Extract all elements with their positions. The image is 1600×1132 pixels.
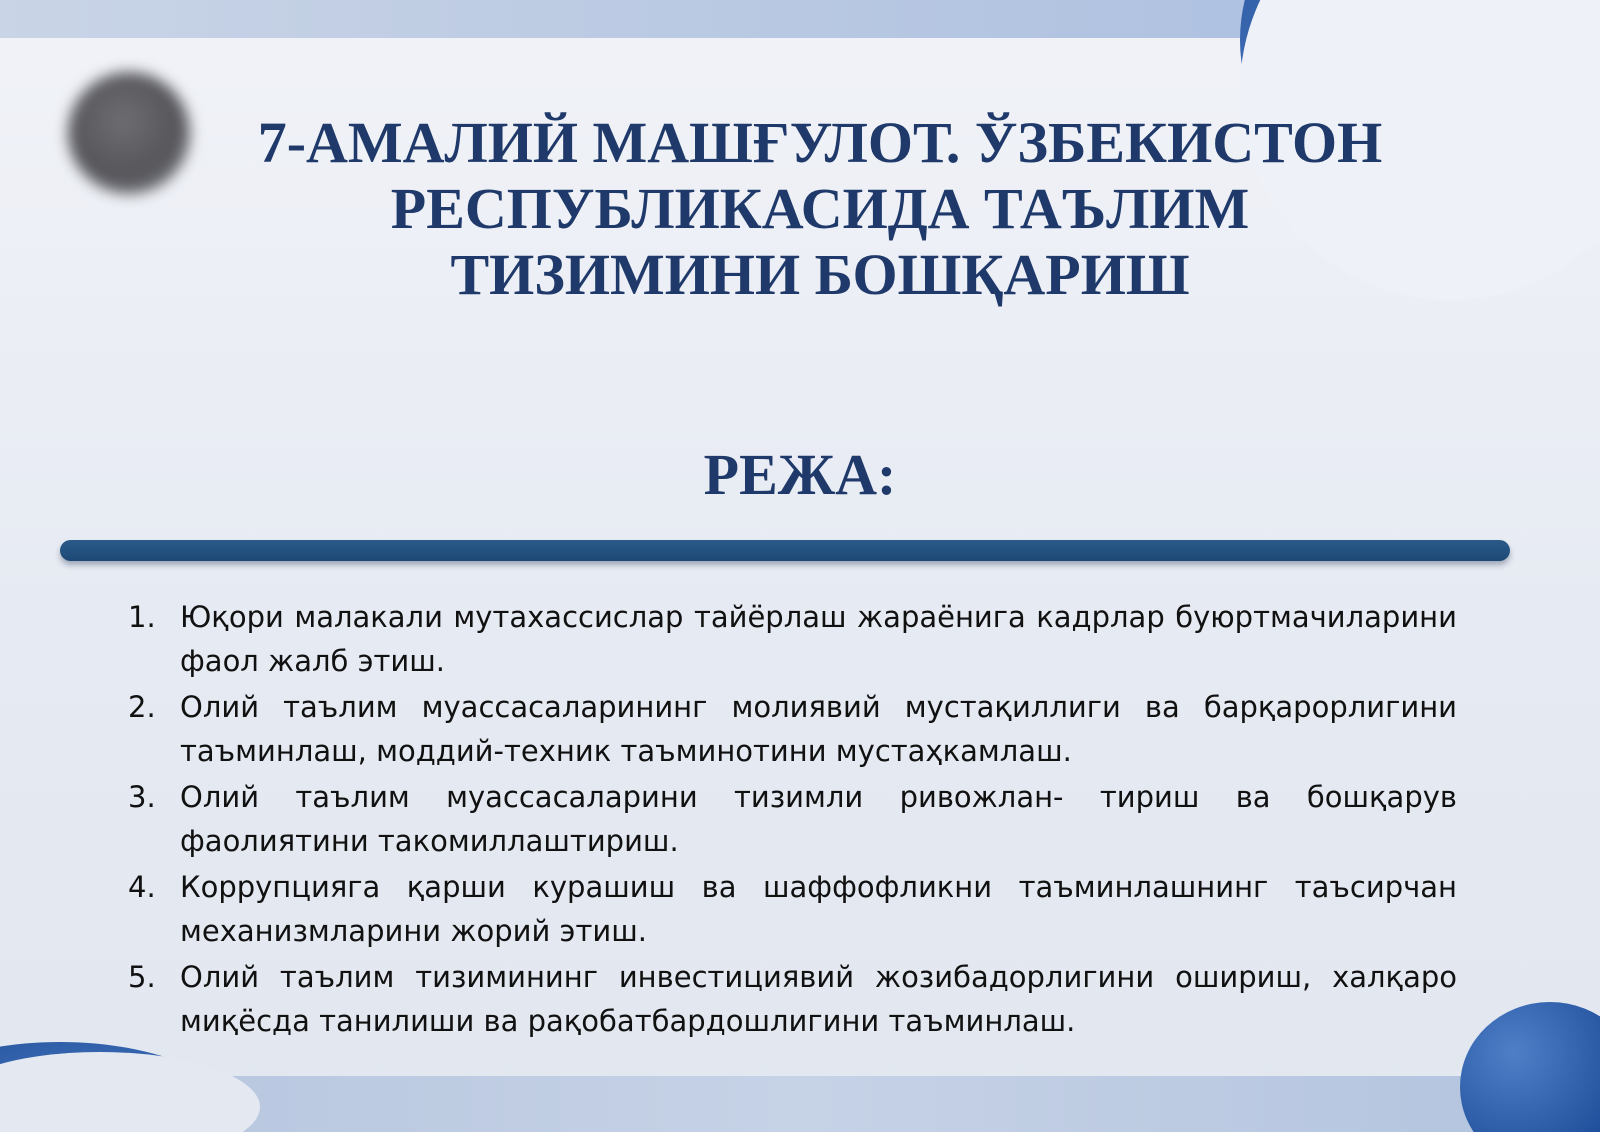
title-line-2: РЕСПУБЛИКАСИДА ТАЪЛИМ: [390, 176, 1250, 241]
bottom-left-swoosh-mask: [0, 1052, 260, 1132]
plan-item-5: [112, 955, 1457, 1043]
plan-item-number: 4.: [128, 870, 156, 904]
plan-item-number: 2.: [128, 690, 156, 724]
blurred-logo-icon: [68, 72, 190, 194]
section-divider: [60, 540, 1510, 561]
plan-item-number: 5.: [128, 960, 156, 994]
plan-item-2: [112, 685, 1457, 773]
plan-item-text: Юқори малакали мутахассислар тайёрлаш жараёнига кадрлар буюртмачиларини фаол жалб этиш.: [180, 600, 1457, 678]
title-line-3: ТИЗИМИНИ БОШҚАРИШ: [450, 242, 1190, 307]
plan-heading: РЕЖА:: [703, 442, 897, 507]
plan-item-1: [112, 595, 1457, 683]
plan-item-number: 3.: [128, 780, 156, 814]
plan-list: [112, 595, 1457, 1045]
plan-item-text: Олий таълим муассасаларининг молиявий мустақиллиги ва барқарорлигини таъминлаш, моддий-техник таъминотини мустаҳкамлаш.: [180, 690, 1457, 768]
title-line-1: 7-АМАЛИЙ МАШҒУЛОТ. ЎЗБЕКИСТОН: [257, 110, 1383, 175]
plan-item-text: Олий таълим муассасаларини тизимли ривожлан- тириш ва бошқарув фаолиятини такомиллаштириш.: [180, 780, 1457, 858]
plan-item-4: [112, 865, 1457, 953]
slide-title: [200, 110, 1440, 308]
plan-item-3: [112, 775, 1457, 863]
plan-item-number: 1.: [128, 600, 156, 634]
plan-item-text: Олий таълим тизимининг инвестициявий жозибадорлигини ошириш, халқаро миқёсда танилиши ва рақобатбардошлигини таъминлаш.: [180, 960, 1457, 1038]
bottom-right-swoosh-decoration: [1460, 1002, 1600, 1132]
plan-item-text: Коррупцияга қарши курашиш ва шаффофликни таъминлашнинг таъсирчан механизмларини жорий этиш.: [180, 870, 1457, 948]
